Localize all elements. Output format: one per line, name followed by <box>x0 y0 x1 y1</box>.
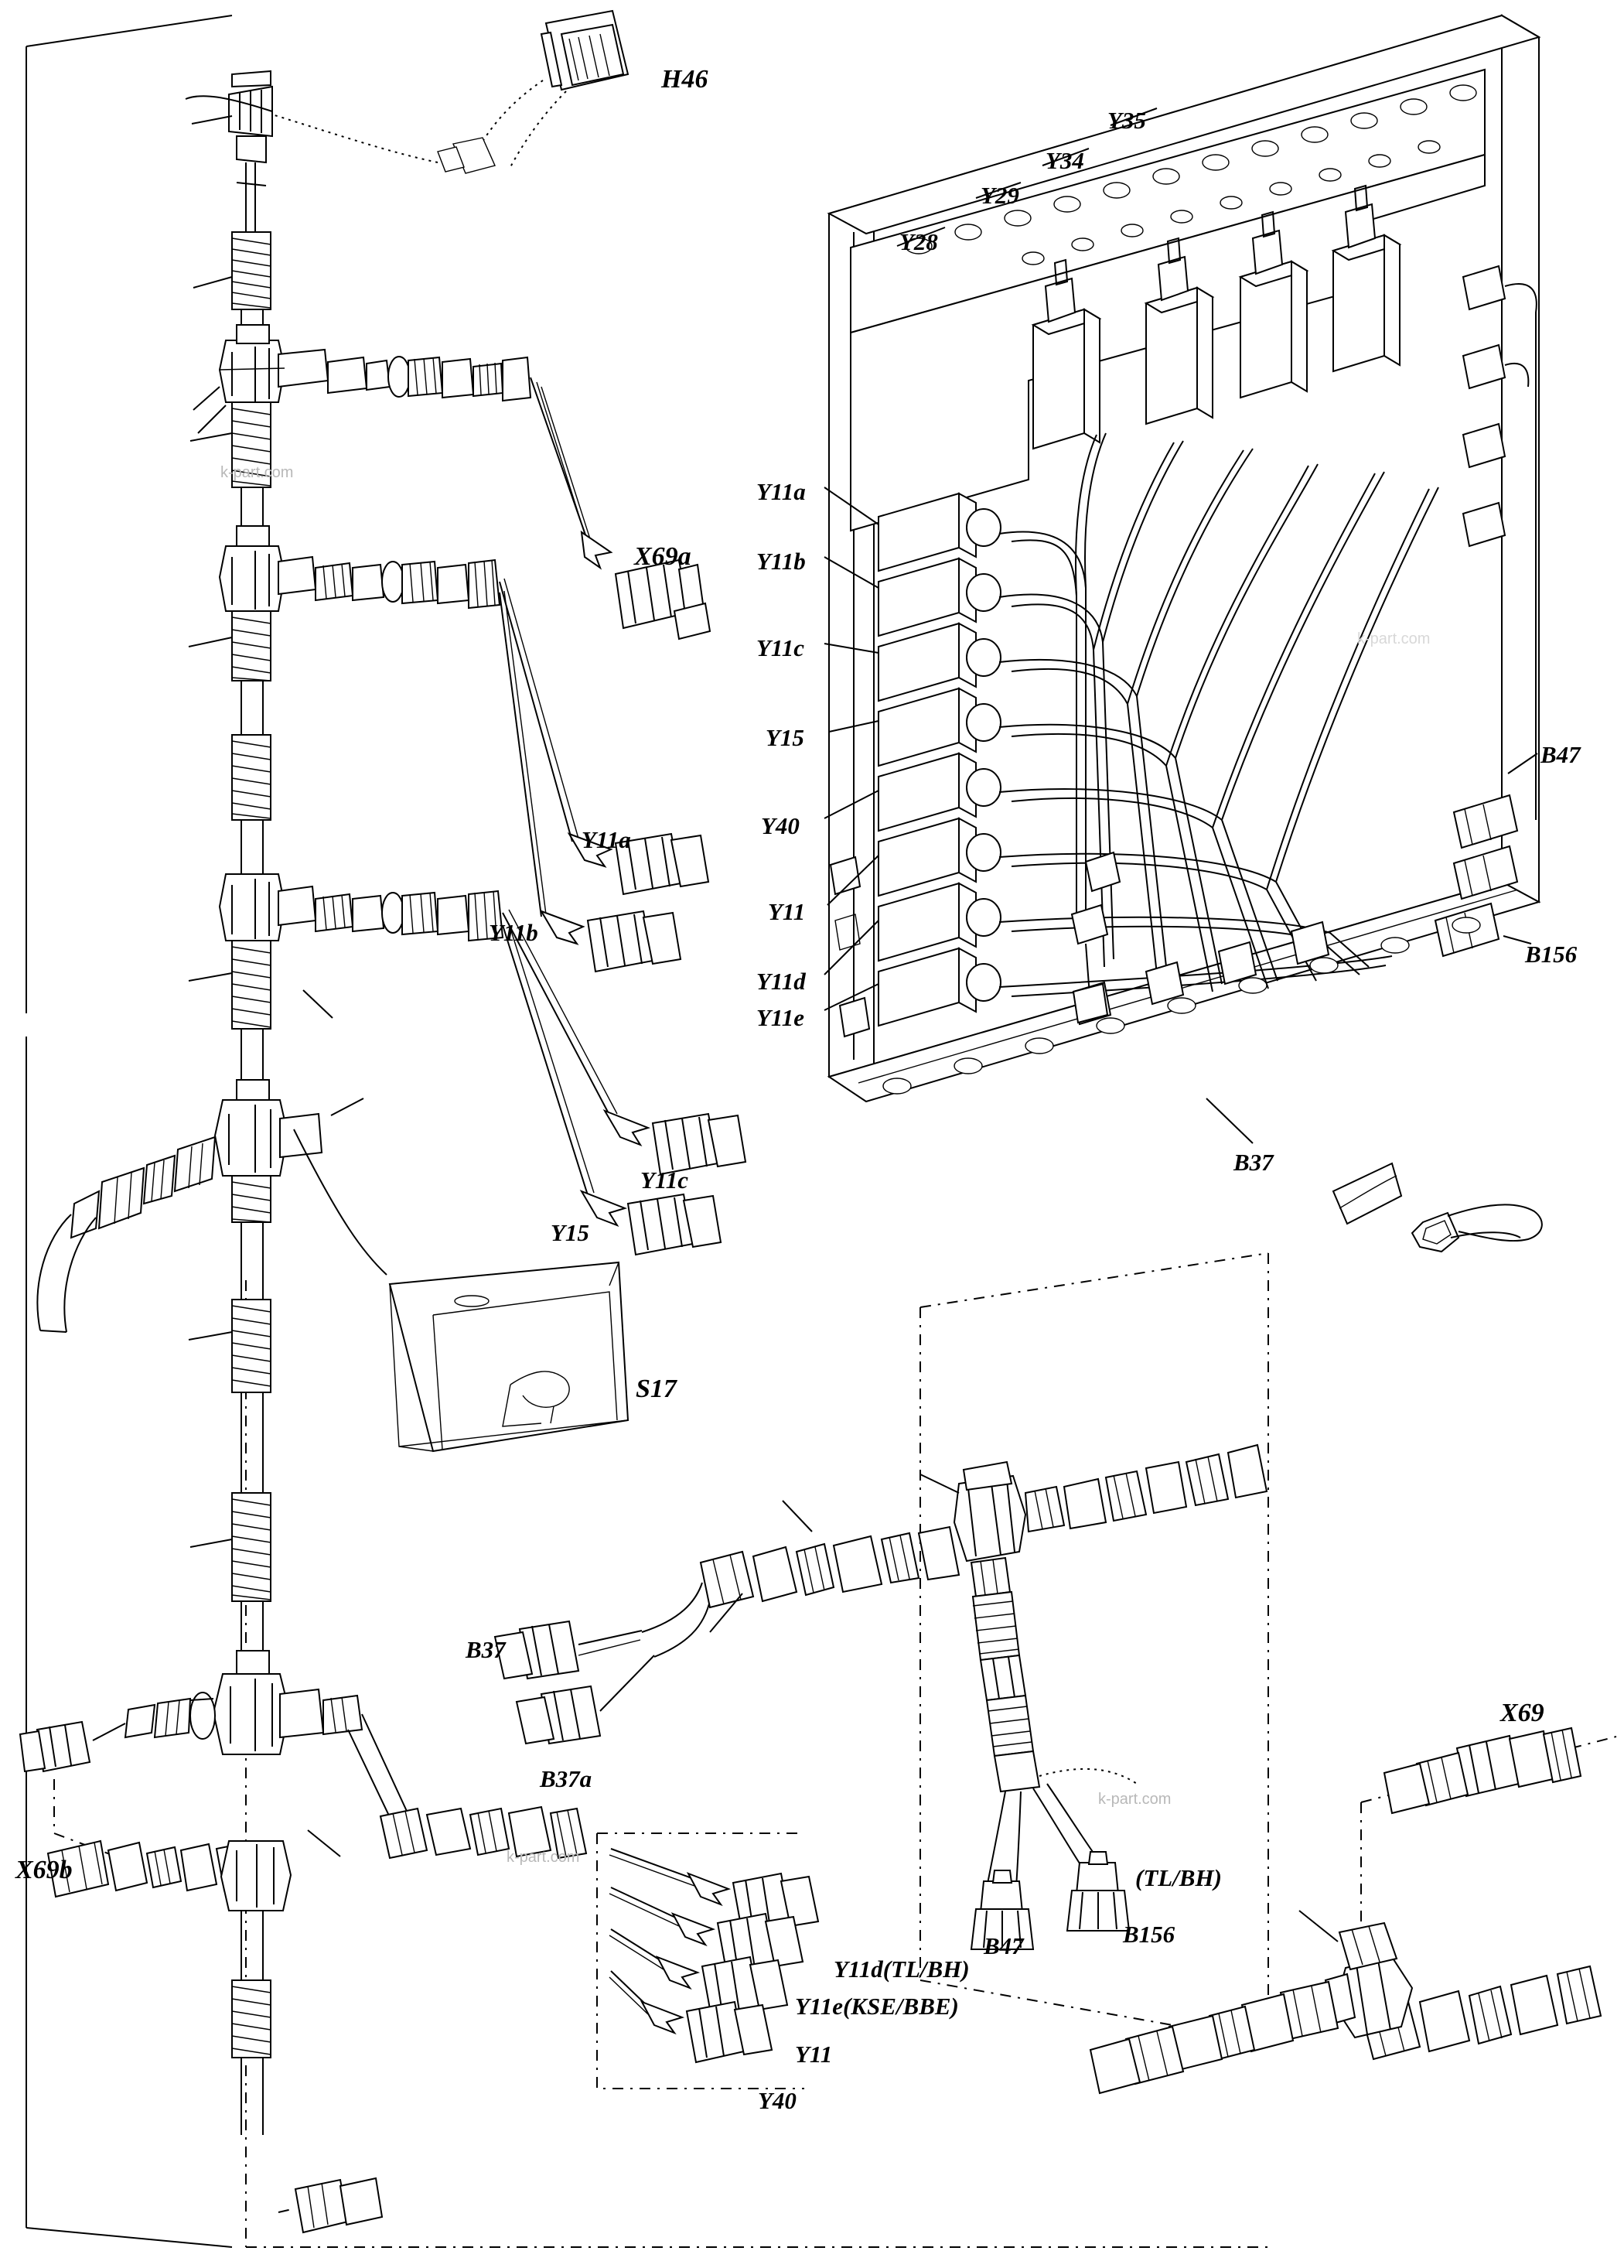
label-y11e-ksebbe: Y11e(KSE/BBE) <box>795 1993 959 2020</box>
label-y11b-conn: Y11b <box>489 919 538 946</box>
label-b37-plate: B37 <box>1233 1149 1274 1176</box>
label-y40-left: Y40 <box>761 812 800 839</box>
label-y11c-left: Y11c <box>756 634 804 661</box>
watermark-kpart-2: k-part.com <box>1357 630 1431 647</box>
label-y29: Y29 <box>981 182 1019 209</box>
label-y11-left: Y11 <box>768 898 806 925</box>
label-b156-conn: B156 <box>1123 1921 1175 1948</box>
label-y28: Y28 <box>899 228 938 255</box>
label-b37-conn: B37 <box>466 1636 506 1663</box>
label-x69b: X69b <box>15 1856 73 1884</box>
label-y34: Y34 <box>1046 147 1084 174</box>
label-x69a: X69a <box>634 542 691 571</box>
label-b47-right: B47 <box>1540 741 1581 768</box>
label-y11c-conn: Y11c <box>640 1166 688 1194</box>
label-tl-bh: (TL/BH) <box>1135 1864 1222 1891</box>
label-y11a-left: Y11a <box>756 478 806 505</box>
watermark-kpart-1: k-part.com <box>220 464 294 481</box>
label-b37a-conn: B37a <box>540 1765 592 1792</box>
label-y15-conn: Y15 <box>551 1219 589 1246</box>
label-b47-conn: B47 <box>984 1932 1024 1959</box>
label-y11-conn-bottom: Y11 <box>795 2041 833 2068</box>
label-y11d-tlbh: Y11d(TL/BH) <box>834 1955 970 1983</box>
label-s17: S17 <box>636 1375 677 1403</box>
label-y11e-left: Y11e <box>756 1004 804 1031</box>
watermark-kpart-4: k-part.com <box>1098 1791 1172 1808</box>
watermark-kpart-3: k-part.com <box>507 1849 580 1866</box>
label-y15-left: Y15 <box>766 724 804 751</box>
label-y35: Y35 <box>1107 107 1146 134</box>
label-y11b-left: Y11b <box>756 548 806 575</box>
label-b156-right: B156 <box>1525 941 1578 968</box>
label-h46: H46 <box>661 65 708 94</box>
label-y11a-conn: Y11a <box>582 826 631 853</box>
label-x69: X69 <box>1500 1699 1544 1727</box>
label-y11d-left: Y11d <box>756 968 806 995</box>
label-y40-conn-bottom: Y40 <box>758 2087 797 2114</box>
